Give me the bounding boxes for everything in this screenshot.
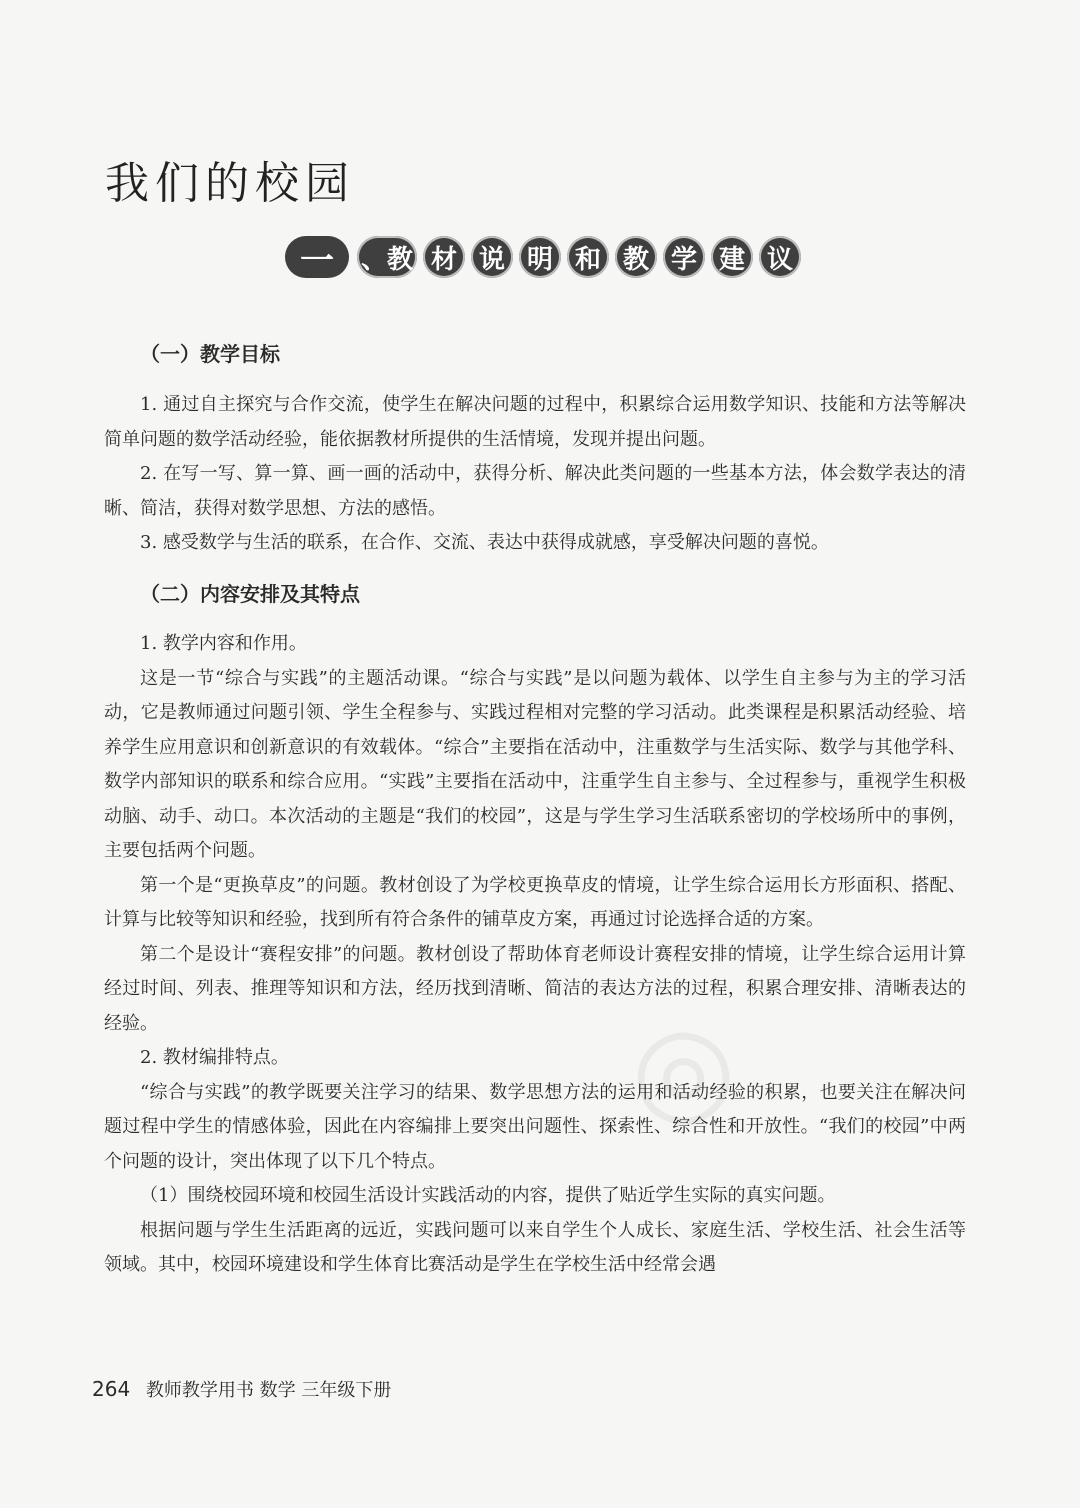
paragraph: “综合与实践”的教学既要关注学习的结果、数学思想方法的运用和活动经验的积累，也要关注在解决问题过程中学生的情感体验，因此在内容编排上要突出问题性、探索性、综合性和开放性。“我们的校园”中两个问题的设计，突出体现了以下几个特点。: [104, 1081, 966, 1172]
banner-char: 学: [663, 236, 705, 278]
paragraph: （1）围绕校园环境和校园生活设计实践活动的内容，提供了贴近学生实际的真实问题。: [140, 1185, 836, 1206]
banner-char: 教: [615, 236, 657, 278]
paragraph: 1. 通过自主探究与合作交流，使学生在解决问题的过程中，积累综合运用数学知识、技能和方法等解决简单问题的数学活动经验，能依据教材所提供的生活情境，发现并提出问题。: [104, 394, 966, 450]
banner-char: 议: [759, 236, 801, 278]
section-banner: [285, 236, 801, 281]
banner-char: 明: [519, 236, 561, 278]
section-heading-goals: （一）教学目标: [140, 342, 280, 366]
paragraph: 2. 在写一写、算一算、画一画的活动中，获得分析、解决此类问题的一些基本方法，体会数学表达的清晰、简洁，获得对数学思想、方法的感悟。: [104, 463, 966, 519]
banner-char: 建: [711, 236, 753, 278]
banner-char: 和: [567, 236, 609, 278]
banner-char: 、教: [357, 236, 417, 278]
goals-text: [104, 388, 966, 561]
banner-char: 说: [471, 236, 513, 278]
paragraph: 这是一节“综合与实践”的主题活动课。“综合与实践”是以问题为载体、以学生自主参与为主的学习活动，它是教师通过问题引领、学生全程参与、实践过程相对完整的学习活动。此类课程是积累活动经验、培养学生应用意识和创新意识的有效载体。“综合”主要指在活动中，注重数学与生活实际、数学与其他学科、数学内部知识的联系和综合应用。“实践”主要指在活动中，注重学生自主参与、全过程参与，重视学生积极动脑、动手、动口。本次活动的主题是“我们的校园”，这是与学生学习生活联系密切的学校场所中的事例，主要包括两个问题。: [104, 667, 966, 861]
paragraph: 第一个是“更换草皮”的问题。教材创设了为学校更换草皮的情境，让学生综合运用长方形面积、搭配、计算与比较等知识和经验，找到所有符合条件的铺草皮方案，再通过讨论选择合适的方案。: [104, 874, 966, 930]
section-heading-content: （二）内容安排及其特点: [140, 582, 360, 606]
banner-char: 材: [423, 236, 465, 278]
page-footer: [92, 1376, 391, 1402]
book-title: 教师教学用书 数学 三年级下册: [145, 1380, 392, 1401]
chapter-title: 我们的校园: [105, 158, 355, 210]
paragraph: 2. 教材编排特点。: [140, 1047, 289, 1068]
page-number: 264: [92, 1377, 131, 1401]
content-text: [104, 627, 966, 1283]
watermark-logo: ◎: [620, 993, 744, 1146]
paragraph: 3. 感受数学与生活的联系，在合作、交流、表达中获得成就感，享受解决问题的喜悦。: [140, 532, 829, 553]
paragraph: 1. 教学内容和作用。: [140, 633, 307, 654]
banner-lead: 一: [285, 236, 349, 278]
paragraph: 根据问题与学生生活距离的远近，实践问题可以来自学生个人成长、家庭生活、学校生活、社会生活等领域。其中，校园环境建设和学生体育比赛活动是学生在学校生活中经常会遇: [104, 1219, 966, 1275]
paragraph: 第二个是设计“赛程安排”的问题。教材创设了帮助体育老师设计赛程安排的情境，让学生综合运用计算经过时间、列表、推理等知识和方法，经历找到清晰、简洁的表达方法的过程，积累合理安排、清晰表达的经验。: [104, 943, 966, 1034]
